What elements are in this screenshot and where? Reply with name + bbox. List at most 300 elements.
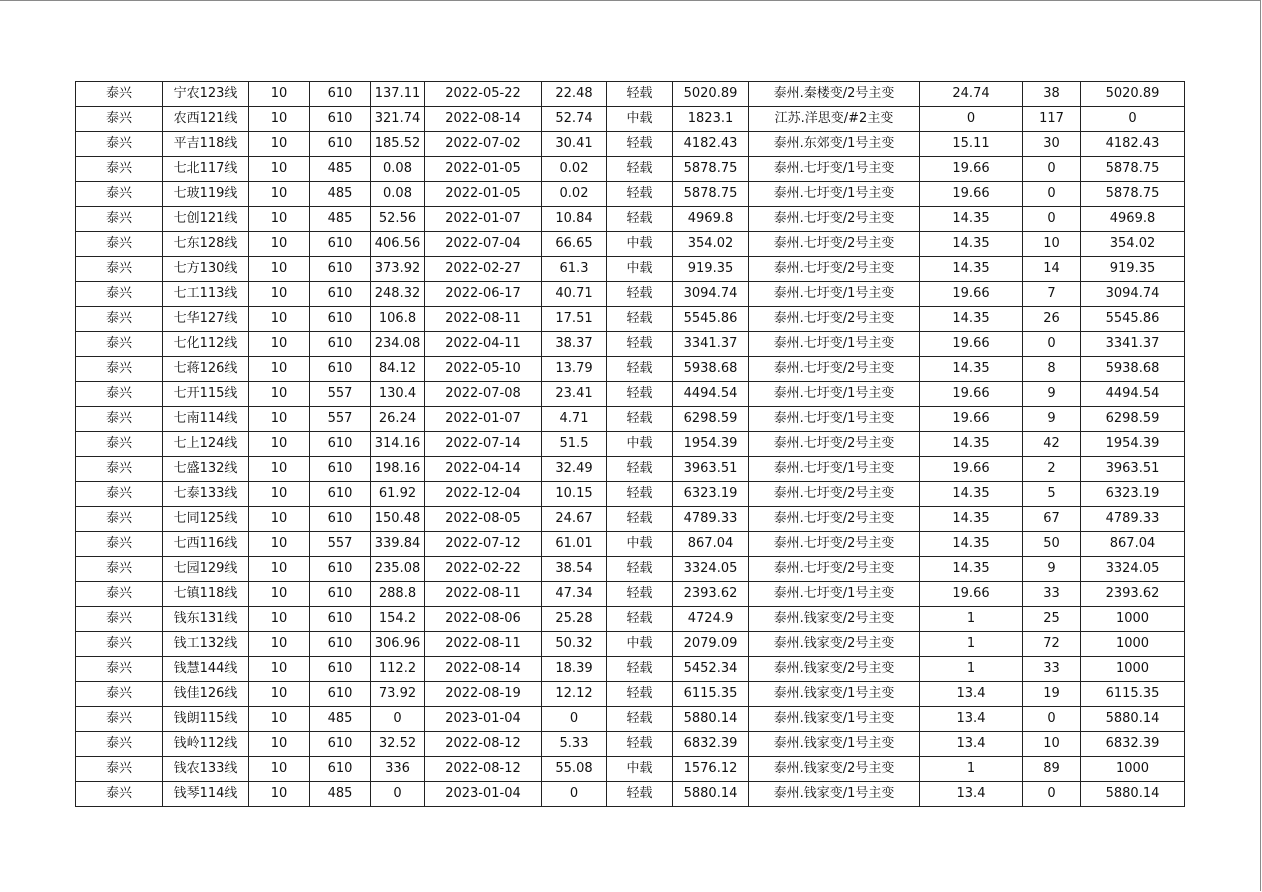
cell-count: 0 [1023, 707, 1081, 732]
table-row [76, 332, 1185, 357]
cell-region: 泰兴 [76, 107, 163, 132]
cell-count: 67 [1023, 507, 1081, 532]
cell-voltage: 10 [249, 357, 310, 382]
cell-date: 2022-01-07 [425, 407, 542, 432]
cell-transformer-value: 13.4 [920, 732, 1023, 757]
cell-date: 2022-01-05 [425, 182, 542, 207]
cell-region: 泰兴 [76, 482, 163, 507]
cell-date: 2022-02-22 [425, 557, 542, 582]
cell-capacity: 485 [310, 782, 371, 807]
cell-load: 248.32 [371, 282, 425, 307]
cell-count: 0 [1023, 182, 1081, 207]
cell-capacity: 610 [310, 582, 371, 607]
cell-transformer-value: 19.66 [920, 407, 1023, 432]
cell-transformer-value: 13.4 [920, 682, 1023, 707]
cell-count: 9 [1023, 557, 1081, 582]
cell-load-rate: 13.79 [542, 357, 607, 382]
cell-voltage: 10 [249, 732, 310, 757]
cell-region: 泰兴 [76, 732, 163, 757]
cell-transformer-value: 14.35 [920, 432, 1023, 457]
cell-substation-transformer: 泰州.七圩变/1号主变 [749, 332, 920, 357]
cell-available-capacity: 1823.1 [673, 107, 749, 132]
cell-count: 5 [1023, 482, 1081, 507]
cell-substation-transformer: 泰州.钱家变/1号主变 [749, 682, 920, 707]
cell-date: 2022-08-11 [425, 307, 542, 332]
cell-count: 117 [1023, 107, 1081, 132]
cell-available-capacity: 4724.9 [673, 607, 749, 632]
cell-count: 19 [1023, 682, 1081, 707]
cell-load: 0 [371, 782, 425, 807]
cell-substation-transformer: 泰州.七圩变/1号主变 [749, 157, 920, 182]
table-body [76, 82, 1185, 807]
table-row [76, 657, 1185, 682]
cell-final-capacity: 5545.86 [1081, 307, 1185, 332]
cell-final-capacity: 6323.19 [1081, 482, 1185, 507]
cell-line-name: 七南114线 [163, 407, 249, 432]
cell-final-capacity: 5878.75 [1081, 182, 1185, 207]
table-row [76, 107, 1185, 132]
cell-line-name: 七华127线 [163, 307, 249, 332]
cell-final-capacity: 4182.43 [1081, 132, 1185, 157]
table-row [76, 732, 1185, 757]
cell-available-capacity: 919.35 [673, 257, 749, 282]
cell-substation-transformer: 泰州.钱家变/2号主变 [749, 757, 920, 782]
cell-transformer-value: 19.66 [920, 382, 1023, 407]
cell-load-level: 中载 [607, 432, 673, 457]
cell-capacity: 610 [310, 607, 371, 632]
cell-capacity: 610 [310, 107, 371, 132]
cell-transformer-value: 0 [920, 107, 1023, 132]
cell-available-capacity: 5452.34 [673, 657, 749, 682]
cell-load-rate: 0 [542, 782, 607, 807]
table-row [76, 157, 1185, 182]
cell-transformer-value: 15.11 [920, 132, 1023, 157]
cell-load-rate: 40.71 [542, 282, 607, 307]
cell-voltage: 10 [249, 632, 310, 657]
cell-available-capacity: 6832.39 [673, 732, 749, 757]
cell-final-capacity: 1000 [1081, 757, 1185, 782]
cell-available-capacity: 4494.54 [673, 382, 749, 407]
table-row [76, 482, 1185, 507]
cell-available-capacity: 3963.51 [673, 457, 749, 482]
cell-load: 32.52 [371, 732, 425, 757]
cell-capacity: 610 [310, 507, 371, 532]
cell-region: 泰兴 [76, 457, 163, 482]
cell-transformer-value: 19.66 [920, 157, 1023, 182]
cell-final-capacity: 5878.75 [1081, 157, 1185, 182]
cell-load-rate: 0 [542, 707, 607, 732]
cell-load-level: 轻载 [607, 182, 673, 207]
cell-final-capacity: 5938.68 [1081, 357, 1185, 382]
cell-line-name: 钱朗115线 [163, 707, 249, 732]
cell-line-name: 七开115线 [163, 382, 249, 407]
cell-line-name: 钱农133线 [163, 757, 249, 782]
table-row [76, 582, 1185, 607]
cell-load-rate: 32.49 [542, 457, 607, 482]
cell-final-capacity: 4789.33 [1081, 507, 1185, 532]
cell-load-level: 轻载 [607, 707, 673, 732]
cell-capacity: 557 [310, 382, 371, 407]
cell-region: 泰兴 [76, 657, 163, 682]
cell-final-capacity: 6832.39 [1081, 732, 1185, 757]
cell-available-capacity: 4969.8 [673, 207, 749, 232]
cell-count: 10 [1023, 732, 1081, 757]
cell-available-capacity: 3341.37 [673, 332, 749, 357]
cell-load: 73.92 [371, 682, 425, 707]
cell-load: 150.48 [371, 507, 425, 532]
cell-load-rate: 12.12 [542, 682, 607, 707]
cell-final-capacity: 5020.89 [1081, 82, 1185, 107]
cell-region: 泰兴 [76, 757, 163, 782]
cell-count: 14 [1023, 257, 1081, 282]
cell-region: 泰兴 [76, 782, 163, 807]
table-row [76, 382, 1185, 407]
cell-region: 泰兴 [76, 282, 163, 307]
cell-load: 61.92 [371, 482, 425, 507]
cell-count: 9 [1023, 382, 1081, 407]
cell-load: 306.96 [371, 632, 425, 657]
cell-substation-transformer: 泰州.七圩变/2号主变 [749, 507, 920, 532]
cell-substation-transformer: 泰州.七圩变/2号主变 [749, 532, 920, 557]
cell-line-name: 七同125线 [163, 507, 249, 532]
cell-load-rate: 30.41 [542, 132, 607, 157]
cell-line-name: 七东128线 [163, 232, 249, 257]
cell-load-level: 轻载 [607, 557, 673, 582]
cell-line-name: 七工113线 [163, 282, 249, 307]
cell-available-capacity: 3094.74 [673, 282, 749, 307]
cell-voltage: 10 [249, 532, 310, 557]
cell-region: 泰兴 [76, 557, 163, 582]
cell-final-capacity: 1000 [1081, 632, 1185, 657]
cell-capacity: 610 [310, 257, 371, 282]
cell-date: 2022-05-22 [425, 82, 542, 107]
cell-available-capacity: 5878.75 [673, 157, 749, 182]
cell-date: 2022-08-12 [425, 732, 542, 757]
cell-available-capacity: 4182.43 [673, 132, 749, 157]
table-row [76, 182, 1185, 207]
cell-substation-transformer: 泰州.七圩变/2号主变 [749, 432, 920, 457]
cell-count: 72 [1023, 632, 1081, 657]
cell-count: 33 [1023, 657, 1081, 682]
cell-transformer-value: 14.35 [920, 257, 1023, 282]
cell-substation-transformer: 泰州.钱家变/1号主变 [749, 707, 920, 732]
cell-count: 30 [1023, 132, 1081, 157]
cell-final-capacity: 6115.35 [1081, 682, 1185, 707]
cell-available-capacity: 5020.89 [673, 82, 749, 107]
table-row [76, 507, 1185, 532]
cell-line-name: 七创121线 [163, 207, 249, 232]
table-row [76, 707, 1185, 732]
cell-substation-transformer: 泰州.七圩变/1号主变 [749, 182, 920, 207]
cell-available-capacity: 1954.39 [673, 432, 749, 457]
cell-transformer-value: 19.66 [920, 182, 1023, 207]
cell-capacity: 610 [310, 557, 371, 582]
cell-load-rate: 38.37 [542, 332, 607, 357]
cell-substation-transformer: 泰州.钱家变/2号主变 [749, 657, 920, 682]
cell-region: 泰兴 [76, 407, 163, 432]
cell-load-rate: 0.02 [542, 157, 607, 182]
cell-date: 2022-08-19 [425, 682, 542, 707]
cell-voltage: 10 [249, 257, 310, 282]
cell-load-level: 中载 [607, 257, 673, 282]
cell-voltage: 10 [249, 157, 310, 182]
cell-count: 89 [1023, 757, 1081, 782]
cell-capacity: 610 [310, 357, 371, 382]
cell-voltage: 10 [249, 82, 310, 107]
cell-region: 泰兴 [76, 607, 163, 632]
cell-count: 38 [1023, 82, 1081, 107]
cell-capacity: 610 [310, 657, 371, 682]
cell-voltage: 10 [249, 657, 310, 682]
cell-region: 泰兴 [76, 307, 163, 332]
cell-load: 106.8 [371, 307, 425, 332]
cell-line-name: 七蒋126线 [163, 357, 249, 382]
cell-date: 2022-08-11 [425, 582, 542, 607]
cell-available-capacity: 6298.59 [673, 407, 749, 432]
cell-load-level: 轻载 [607, 482, 673, 507]
data-table [75, 81, 1185, 807]
cell-region: 泰兴 [76, 82, 163, 107]
cell-date: 2022-05-10 [425, 357, 542, 382]
cell-load-level: 中载 [607, 107, 673, 132]
cell-capacity: 557 [310, 532, 371, 557]
cell-final-capacity: 3324.05 [1081, 557, 1185, 582]
cell-voltage: 10 [249, 507, 310, 532]
cell-date: 2022-08-14 [425, 657, 542, 682]
cell-line-name: 钱东131线 [163, 607, 249, 632]
cell-region: 泰兴 [76, 382, 163, 407]
cell-voltage: 10 [249, 332, 310, 357]
cell-date: 2022-08-06 [425, 607, 542, 632]
cell-voltage: 10 [249, 282, 310, 307]
cell-final-capacity: 5880.14 [1081, 782, 1185, 807]
cell-capacity: 610 [310, 757, 371, 782]
cell-final-capacity: 3963.51 [1081, 457, 1185, 482]
cell-available-capacity: 2393.62 [673, 582, 749, 607]
cell-transformer-value: 13.4 [920, 707, 1023, 732]
cell-transformer-value: 19.66 [920, 457, 1023, 482]
cell-voltage: 10 [249, 382, 310, 407]
cell-available-capacity: 6323.19 [673, 482, 749, 507]
cell-load: 112.2 [371, 657, 425, 682]
cell-date: 2022-07-02 [425, 132, 542, 157]
cell-load-rate: 55.08 [542, 757, 607, 782]
cell-capacity: 557 [310, 407, 371, 432]
cell-count: 0 [1023, 157, 1081, 182]
cell-available-capacity: 4789.33 [673, 507, 749, 532]
cell-transformer-value: 1 [920, 607, 1023, 632]
cell-voltage: 10 [249, 457, 310, 482]
cell-load: 235.08 [371, 557, 425, 582]
cell-substation-transformer: 泰州.七圩变/2号主变 [749, 357, 920, 382]
cell-load: 154.2 [371, 607, 425, 632]
cell-region: 泰兴 [76, 207, 163, 232]
cell-date: 2022-01-05 [425, 157, 542, 182]
cell-load: 26.24 [371, 407, 425, 432]
cell-substation-transformer: 江苏.洋思变/#2主变 [749, 107, 920, 132]
cell-voltage: 10 [249, 757, 310, 782]
cell-capacity: 610 [310, 732, 371, 757]
cell-line-name: 钱工132线 [163, 632, 249, 657]
cell-capacity: 610 [310, 307, 371, 332]
cell-region: 泰兴 [76, 132, 163, 157]
cell-capacity: 610 [310, 132, 371, 157]
cell-count: 9 [1023, 407, 1081, 432]
cell-count: 7 [1023, 282, 1081, 307]
cell-region: 泰兴 [76, 507, 163, 532]
cell-transformer-value: 19.66 [920, 282, 1023, 307]
cell-line-name: 七西116线 [163, 532, 249, 557]
cell-load-rate: 66.65 [542, 232, 607, 257]
cell-region: 泰兴 [76, 257, 163, 282]
table-row [76, 782, 1185, 807]
cell-voltage: 10 [249, 582, 310, 607]
cell-count: 0 [1023, 207, 1081, 232]
cell-final-capacity: 2393.62 [1081, 582, 1185, 607]
cell-load-level: 轻载 [607, 607, 673, 632]
cell-load-rate: 24.67 [542, 507, 607, 532]
cell-load: 0 [371, 707, 425, 732]
cell-date: 2022-04-14 [425, 457, 542, 482]
cell-substation-transformer: 泰州.七圩变/2号主变 [749, 307, 920, 332]
cell-region: 泰兴 [76, 582, 163, 607]
cell-transformer-value: 14.35 [920, 357, 1023, 382]
cell-capacity: 485 [310, 157, 371, 182]
cell-final-capacity: 1000 [1081, 657, 1185, 682]
cell-date: 2022-12-04 [425, 482, 542, 507]
cell-substation-transformer: 泰州.钱家变/1号主变 [749, 782, 920, 807]
cell-date: 2022-08-05 [425, 507, 542, 532]
cell-load-level: 轻载 [607, 457, 673, 482]
cell-capacity: 485 [310, 207, 371, 232]
cell-line-name: 钱岭112线 [163, 732, 249, 757]
cell-load-level: 轻载 [607, 207, 673, 232]
cell-capacity: 485 [310, 707, 371, 732]
cell-load-level: 中载 [607, 232, 673, 257]
cell-transformer-value: 13.4 [920, 782, 1023, 807]
cell-load-level: 中载 [607, 757, 673, 782]
cell-load-rate: 23.41 [542, 382, 607, 407]
cell-date: 2022-07-14 [425, 432, 542, 457]
cell-load: 234.08 [371, 332, 425, 357]
cell-substation-transformer: 泰州.七圩变/1号主变 [749, 282, 920, 307]
cell-final-capacity: 3094.74 [1081, 282, 1185, 307]
cell-substation-transformer: 泰州.七圩变/1号主变 [749, 407, 920, 432]
cell-date: 2022-06-17 [425, 282, 542, 307]
cell-available-capacity: 3324.05 [673, 557, 749, 582]
cell-substation-transformer: 泰州.七圩变/2号主变 [749, 207, 920, 232]
cell-load-rate: 4.71 [542, 407, 607, 432]
cell-load-level: 轻载 [607, 157, 673, 182]
cell-final-capacity: 919.35 [1081, 257, 1185, 282]
cell-region: 泰兴 [76, 432, 163, 457]
cell-transformer-value: 1 [920, 632, 1023, 657]
cell-load-level: 轻载 [607, 732, 673, 757]
cell-line-name: 钱佳126线 [163, 682, 249, 707]
cell-count: 26 [1023, 307, 1081, 332]
cell-capacity: 485 [310, 182, 371, 207]
table-row [76, 757, 1185, 782]
cell-line-name: 宁农123线 [163, 82, 249, 107]
cell-capacity: 610 [310, 332, 371, 357]
cell-date: 2022-07-08 [425, 382, 542, 407]
cell-transformer-value: 1 [920, 657, 1023, 682]
cell-region: 泰兴 [76, 232, 163, 257]
cell-substation-transformer: 泰州.钱家变/1号主变 [749, 732, 920, 757]
cell-load-rate: 10.15 [542, 482, 607, 507]
cell-transformer-value: 24.74 [920, 82, 1023, 107]
cell-transformer-value: 14.35 [920, 507, 1023, 532]
cell-line-name: 七北117线 [163, 157, 249, 182]
cell-line-name: 七园129线 [163, 557, 249, 582]
cell-load: 185.52 [371, 132, 425, 157]
table-row [76, 557, 1185, 582]
cell-load-rate: 25.28 [542, 607, 607, 632]
cell-count: 42 [1023, 432, 1081, 457]
cell-line-name: 钱琴114线 [163, 782, 249, 807]
cell-load: 339.84 [371, 532, 425, 557]
cell-load: 373.92 [371, 257, 425, 282]
cell-load-rate: 52.74 [542, 107, 607, 132]
cell-load: 288.8 [371, 582, 425, 607]
cell-transformer-value: 14.35 [920, 557, 1023, 582]
cell-capacity: 610 [310, 682, 371, 707]
cell-date: 2022-01-07 [425, 207, 542, 232]
cell-load-level: 轻载 [607, 507, 673, 532]
cell-substation-transformer: 泰州.七圩变/1号主变 [749, 382, 920, 407]
cell-transformer-value: 14.35 [920, 232, 1023, 257]
cell-load-rate: 47.34 [542, 582, 607, 607]
table-row [76, 407, 1185, 432]
cell-capacity: 610 [310, 457, 371, 482]
table-row [76, 307, 1185, 332]
cell-voltage: 10 [249, 232, 310, 257]
cell-capacity: 610 [310, 282, 371, 307]
cell-load-level: 轻载 [607, 332, 673, 357]
cell-available-capacity: 6115.35 [673, 682, 749, 707]
cell-voltage: 10 [249, 482, 310, 507]
cell-date: 2022-02-27 [425, 257, 542, 282]
cell-load: 137.11 [371, 82, 425, 107]
cell-transformer-value: 19.66 [920, 332, 1023, 357]
table-row [76, 357, 1185, 382]
cell-final-capacity: 867.04 [1081, 532, 1185, 557]
cell-voltage: 10 [249, 132, 310, 157]
table-row [76, 432, 1185, 457]
cell-load-rate: 18.39 [542, 657, 607, 682]
cell-final-capacity: 1000 [1081, 607, 1185, 632]
cell-transformer-value: 14.35 [920, 307, 1023, 332]
cell-count: 33 [1023, 582, 1081, 607]
cell-available-capacity: 867.04 [673, 532, 749, 557]
cell-line-name: 七玻119线 [163, 182, 249, 207]
table-row [76, 682, 1185, 707]
cell-date: 2023-01-04 [425, 782, 542, 807]
cell-load-level: 轻载 [607, 307, 673, 332]
cell-substation-transformer: 泰州.钱家变/2号主变 [749, 607, 920, 632]
cell-line-name: 七镇118线 [163, 582, 249, 607]
cell-load-rate: 50.32 [542, 632, 607, 657]
cell-load-level: 轻载 [607, 282, 673, 307]
cell-substation-transformer: 泰州.钱家变/2号主变 [749, 632, 920, 657]
table-row [76, 457, 1185, 482]
cell-capacity: 610 [310, 232, 371, 257]
cell-load: 52.56 [371, 207, 425, 232]
cell-voltage: 10 [249, 182, 310, 207]
cell-date: 2022-07-12 [425, 532, 542, 557]
cell-voltage: 10 [249, 107, 310, 132]
cell-line-name: 钱慧144线 [163, 657, 249, 682]
